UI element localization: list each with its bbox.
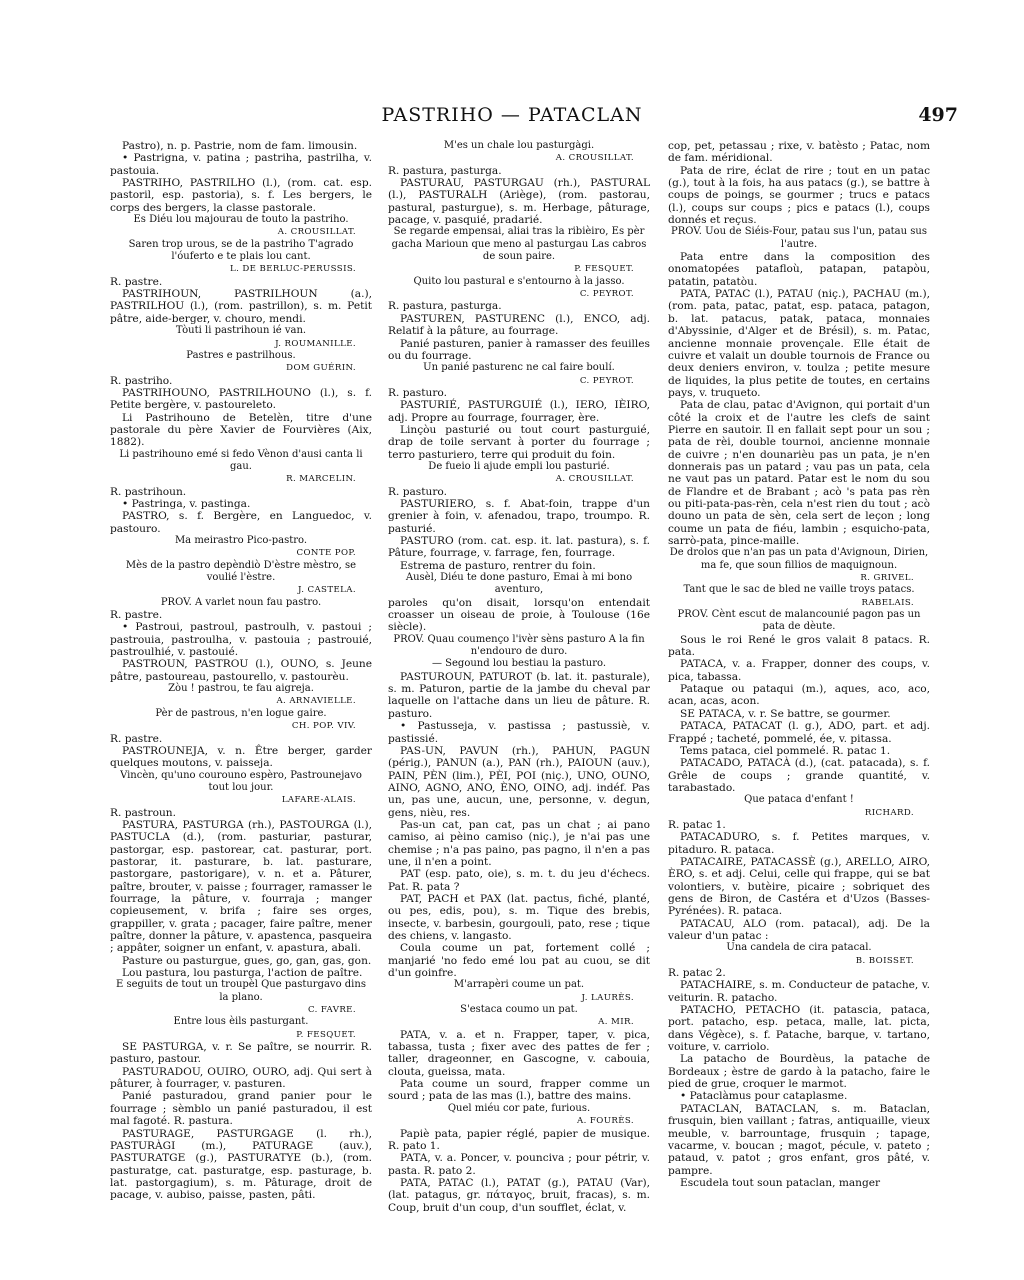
entry-paragraph: La patacho de Bourdèus, la patache de Bordeaux ; èstre de gardo à la patacho, faire le pied de grue, croquer le marmot.: [668, 1053, 930, 1091]
continuation-line: R. pastrihoun.: [110, 485, 187, 498]
quotation-line: Entre lous èils pasturgant.: [173, 1016, 309, 1028]
attribution: LAFARE-ALAIS.: [281, 795, 356, 806]
attribution: R. MARCELIN.: [286, 474, 356, 485]
quotation-line: Pastres e pastrilhous.: [186, 349, 296, 361]
quotation-line: Mès de la pastro depèndiò D'èstre mèstro, se voulié l'èstre.: [125, 559, 357, 584]
attribution: C. PEYROT.: [579, 375, 634, 386]
continuation-line: R. patac 2.: [668, 967, 726, 980]
attribution: R. GRIVEL.: [860, 573, 914, 584]
entry-paragraph: PATACADURO, s. f. Petites marques, v. pitaduro. R. pataca.: [668, 831, 930, 856]
attribution: C. PEYROT.: [579, 289, 634, 300]
entry-paragraph: Escudela tout soun pataclan, manger: [680, 1176, 881, 1189]
entry-paragraph: Sous le roi René le gros valait 8 patacs. R. pata.: [668, 633, 930, 659]
entry-paragraph: PAS-UN, PAVUN (rh.), PAHUN, PAGUN (périg.), PANUN (a.), PAN (rh.), PAIOUN (auv.), PAIN, PÈN (lim.), PÈI, POI (niç.), UNO, OUNO, AINO, AGNO, ANO, ÈNO, OINO, adj. indéf. Pas un, pas une, aucun, une, personne, v. degun, gens, nièu, res.: [388, 744, 650, 819]
column-left: [110, 140, 372, 1240]
attribution: L. DE BERLUC-PERUSSIS.: [230, 264, 356, 275]
entry-paragraph: PATACA, PATACAT (l. g.), ADO, part. et adj. Frappé ; tacheté, pommelé, ée, v. pitassa.: [668, 720, 930, 745]
column-middle: [388, 140, 650, 1240]
entry-paragraph: Pata de clau, patac d'Avignon, qui portait d'un côté la croix et de l'autre les clefs de saint Pierre en sautoir. Il en fallait sept pour un sou ; pata de rèi, double tournoi, ancienne monnaie de cuivre ; n'en dounarièu pas un pata, je n'en donnerais pas un patard ; vau pas un pata, cela ne vaut pas un patard. Patar est le nom du sou de Flandre et de Brabant ; acò 's pata pas rèn ou piti-pata-pas-rèn, cela n'est rien du tout ; acò douno un pata de sèn, cela sert de leçon ; long coume un pata de fiéu, lambin ; esquicho-pata, sarrò-pata, pince-maille.: [668, 399, 930, 547]
continuation-line: R. pastre.: [110, 275, 163, 288]
continuation-line: cop, pet, petassau ; rixe, v. batèsto ; Patac, nom de fam. méridional.: [668, 140, 930, 165]
quotation-line: M'arrapèri coume un pat.: [453, 979, 585, 991]
entry-paragraph: Papiè pata, papier réglé, papier de musique. R. pato 1.: [388, 1127, 650, 1152]
page-header: [0, 104, 1024, 132]
quotation-line: Que pataca d'enfant !: [744, 794, 854, 806]
quotation-line: S'estaca coumo un pat.: [460, 1004, 578, 1016]
attribution: RICHARD.: [864, 807, 914, 818]
entry-paragraph: PASTUROUN, PATUROT (b. lat. it. pasturale), s. m. Paturon, partie de la jambe du cheval par laquelle on l'attache dans un lieu de pâture. R. pasturo.: [388, 670, 650, 720]
entry-paragraph: • Pataclàmus pour cataplasme.: [680, 1090, 848, 1103]
entry-paragraph: PASTRIHOUN, PASTRILHOUN (a.), PASTRILHOU (l.), (rom. pastrillon), s. m. Petit pâtre, aide-berger, v. chouro, mendi.: [110, 288, 372, 325]
entry-paragraph: Panié pasturen, panier à ramasser des feuilles ou du fourrage.: [388, 337, 650, 362]
quotation-line: Saren trop urous, se de la pastriho T'agrado l'óuferto e te plais lou cant.: [128, 238, 354, 263]
entry-paragraph: PATACADO, PATACÀ (d.), (cat. patacada), s. f. Grêle de coups ; grande quantité, v. tarabastado.: [668, 757, 930, 794]
continuation-line: R. patac 1.: [668, 818, 726, 831]
quotation-line: PROV. Quau coumenço l'ivèr sèns pasturo A la fin n'endouro de duro.: [393, 633, 645, 658]
attribution: J. LAURÈS.: [581, 992, 634, 1003]
quotation-line: Pèr de pastrous, n'en logue gaire.: [155, 707, 327, 719]
attribution: P. FESQUET.: [296, 1029, 356, 1040]
entry-paragraph: Pasture ou pasturgue, gues, go, gan, gas, gon.: [122, 954, 372, 967]
continuation-line: R. pastriho.: [110, 374, 173, 387]
continuation-line: R. pastre.: [110, 732, 163, 745]
entry-paragraph: SE PASTURGA, v. r. Se paître, se nourrir. R. pasturo, pastour.: [110, 1041, 372, 1066]
continuation-line: R. pastre.: [110, 609, 163, 622]
quotation-line: Tant que le sac de bled ne vaille troys patacs.: [683, 584, 915, 596]
entry-paragraph: Pata coume un sourd, frapper comme un sourd ; pata de las mas (l.), battre des mains.: [388, 1078, 650, 1103]
entry-paragraph: Pata de rire, éclat de rire ; tout en un patac (g.), tout à la fois, ha aus patacs (g.), se battre à coups de poings, se gourmer ; trucs e patacs (l.), coups sur coups ; pics e patacs (l.), coups donnés et reçus.: [668, 164, 930, 227]
entry-paragraph: PAT (esp. pato, oie), s. m. t. du jeu d'échecs. Pat. R. pata ?: [388, 868, 650, 893]
entry-paragraph: SE PATACA, v. r. Se battre, se gourmer.: [680, 707, 891, 720]
continuation-line: paroles qu'on disait, lorsqu'on entendait croasser un oiseau de proie, à Toulouse (16e siècle).: [388, 596, 650, 634]
entry-paragraph: Pastro), n. p. Pastrie, nom de fam. limousin.: [122, 140, 358, 152]
entry-paragraph: Estrema de pasturo, rentrer du foin.: [400, 559, 596, 572]
attribution: B. BOISSET.: [855, 955, 914, 966]
attribution: A. MIR.: [598, 1017, 634, 1028]
entry-paragraph: PATA, v. a. et n. Frapper, taper, v. pica, tabassa, tusta ; fixer avec des pattes de fer ; taller, drageonner, en Gascogne, v. cabouia, clouta, gueissa, mata.: [388, 1028, 650, 1078]
entry-paragraph: PASTRIHOUNO, PASTRILHOUNO (l.), s. f. Petite bergère, v. pastoureleto.: [110, 386, 372, 412]
attribution: C. FAVRE.: [307, 1005, 356, 1016]
entry-paragraph: PATA, v. a. Poncer, v. pounciva ; pour pétrir, v. pasta. R. pato 2.: [388, 1152, 650, 1177]
quotation-line: Tòuti li pastrihoun ié van.: [175, 325, 307, 337]
quotation-line: Es Diéu lou majourau de touto la pastriho.: [133, 214, 349, 226]
entry-paragraph: Lou pastura, lou pasturga, l'action de paître.: [122, 967, 363, 980]
attribution: A. ARNAVIELLE.: [276, 696, 356, 707]
quotation-line: Ma meirastro Pico-pastro.: [174, 535, 308, 546]
page-number: 497: [918, 104, 958, 126]
quotation-line: PROV. Uou de Siéis-Four, patau sus l'un, patau sus l'autre.: [671, 226, 927, 250]
entry-paragraph: Pata entre dans la composition des onomatopées patafloù, patapan, patapòu, patatin, patatòu.: [668, 251, 930, 288]
attribution: A. CROUSILLAT.: [277, 227, 356, 238]
entry-paragraph: • Pastrigna, v. patina ; pastriha, pastrilha, v. pastouia.: [110, 152, 372, 177]
entry-paragraph: PATACLAN, BATACLAN, s. m. Bataclan, frusquin, bien vaillant ; fatras, antiquaille, vieux meuble, v. barrountage, frusquin ; tapage, vacarme, v. boucan ; magot, pécule, v. pateto ; pataud, v. patot ; gros enfant, gros pâté, v. pampre.: [668, 1102, 930, 1177]
continuation-line: R. pasturo.: [388, 386, 447, 399]
entry-paragraph: PASTRIHO, PASTRILHO (l.), (rom. cat. esp. pastoril, esp. pastoria), s. f. Les bergers, le corps des bergers, la classe pastorale.: [110, 177, 372, 214]
entry-paragraph: Li Pastrihouno de Betelèn, titre d'une pastorale du père Xavier de Fourvières (Aix, 1882).: [110, 411, 372, 449]
attribution: P. FESQUET.: [574, 264, 634, 275]
continuation-line: R. pastura, pasturga.: [388, 300, 502, 313]
attribution: A. FOURÈS.: [577, 1116, 634, 1127]
quotation-line: E seguits de tout un troupèl Que pasturgavo dins la plano.: [116, 979, 366, 1003]
entry-paragraph: PASTURO (rom. cat. esp. it. lat. pastura), s. f. Pâture, fourrage, v. farrage, fen, fourrage.: [388, 535, 650, 560]
entry-paragraph: • Pastroui, pastroul, pastroulh, v. pastoui ; pastrouia, pastroulha, v. pastouia ; pastrouié, pastroulhié, v. pastouié.: [110, 621, 372, 659]
column-right: [668, 140, 930, 1240]
entry-paragraph: Coula coume un pat, fortement collé ; manjarié 'no fedo emé lou pat au cuou, se dit d'un goinfre.: [388, 942, 650, 980]
quotation-line: M'es un chale lou pasturgàgi.: [443, 140, 595, 151]
quotation-line: PROV. Cènt escut de malancounié pagon pas un pata de dèute.: [677, 609, 921, 633]
attribution: A. CROUSILLAT.: [555, 153, 634, 164]
attribution: RABELAIS.: [861, 597, 914, 608]
quotation-line: Zòu ! pastrou, te fau aigreja.: [168, 683, 314, 695]
entry-paragraph: PATA, PATAC (l.), PATAU (niç.), PACHAU (m.), (rom. pata, patac, patat, esp. pataca, patagon, b. lat. patacus, patak, pataca, monnaies d'Abyssinie, d'Alger et de Brésil), s. m. Patac, ancienne monnaie provençale. Elle était de cuivre et valait un double tournois de France ou deux deniers environ, v. toulza ; petite mesure de liquides, la plus petite de toutes, en certains pays, v. truqueto.: [668, 288, 930, 399]
entry-paragraph: • Pastringa, v. pastinga.: [122, 497, 251, 510]
entry-paragraph: PASTURA, PASTURGA (rh.), PASTOURGA (l.), PASTUCLA (d.), (rom. pasturiar, pasturar, pastorgar, esp. pastorear, cat. pasturar, port. pastorar, it. pasturare, b. lat. pasturare, pastorgare, pastorigare), v. n. et a. Pâturer, paître, brouter, v. paisse ; fourrager, ramasser le fourrage, la pâture, v. fourraja ; manger copieusement, v. brifa ; faire ses orges, grappiller, v. grata ; pacager, faire paître, mener paître, donner la pâture, v. apastenca, pasqueira ; appâter, soigner un enfant, v. apastura, abali.: [110, 818, 372, 955]
entry-paragraph: PASTURAGE, PASTURGAGE (l. rh.), PASTURÀGI (m.), PATURAGE (auv.), PASTURATGE (g.), PASTURATYE (b.), (rom. pasturatge, cat. pasturatge, esp. pasturage, b. lat. pastorgagium), s. m. Pâturage, droit de pacage, v. aubiso, paisse, pasten, pâti.: [110, 1127, 372, 1202]
quotation-line: Se regarde empensai, aliai tras la ribièiro, Es pèr gacha Marioun que meno al pasturgau Las cabros de soun paire.: [391, 226, 647, 263]
entry-paragraph: PATACAIRE, PATACASSÈ (g.), ARELLO, AIRO, ÈRO, s. et adj. Celui, celle qui frappe, qui se bat volontiers, v. butèire, picaire ; sobriquet des gens de Biron, de Castéra et d'Uzos (Basses-Pyrénées). R. pataca.: [668, 855, 930, 918]
attribution: J. CASTELA.: [298, 585, 356, 596]
entry-paragraph: Pas-un cat, pan cat, pas un chat ; ai pano camiso, ai pèino camiso (niç.), je n'ai pas une chemise ; n'a pas paino, pas pagno, il n'en a pas une, il n'en a point.: [388, 818, 650, 868]
entry-paragraph: PASTRO, s. f. Bergère, en Languedoc, v. pastouro.: [110, 510, 372, 535]
quotation-line: Un panié pasturenc ne cal faire boulí.: [423, 362, 615, 374]
quotation-line: — Segound lou bestiau la pasturo.: [431, 658, 606, 670]
entry-paragraph: Linçòu pasturié ou tout court pasturguié, drap de toile servant à porter du fourrage ; terro pasturiero, terre qui produit du foin.: [388, 423, 650, 461]
entry-paragraph: PASTURIÉ, PASTURGUIÉ (l.), IERO, IÈIRO, adj. Propre au fourrage, fourrager, ère.: [388, 399, 650, 424]
entry-paragraph: Tems pataca, ciel pommelé. R. patac 1.: [680, 744, 891, 757]
quotation-line: Quel miéu cor pate, furious.: [447, 1102, 591, 1114]
continuation-line: R. pasturo.: [388, 485, 447, 498]
entry-paragraph: PASTURADOU, OUIRO, OURO, adj. Qui sert à pâturer, à fourrager, v. pasturen.: [110, 1065, 372, 1091]
quotation-line: Vincèn, qu'uno courouno espèro, Pastrounejavo tout lou jour.: [120, 769, 362, 793]
entry-paragraph: Panié pasturadou, grand panier pour le fourrage ; sèmblo un panié pasturadou, il est mal fagoté. R. pastura.: [110, 1090, 372, 1128]
continuation-line: R. pastroun.: [110, 806, 176, 819]
entry-paragraph: PATA, PATAC (l.), PATAT (g.), PATAU (Var), (lat. patagus, gr. πάταγος, bruit, fracas), s. m. Coup, bruit d'un coup, d'un soufflet, éclat, v.: [388, 1176, 650, 1214]
entry-paragraph: PATACHO, PETACHO (it. patascia, pataca, port. patacho, esp. petaca, malle, lat. picta, dans Végèce), s. f. Patache, barque, v. tartano, voiture, v. carriolo.: [668, 1004, 930, 1054]
attribution: DOM GUÉRIN.: [286, 363, 356, 374]
entry-paragraph: PASTUREN, PASTURENC (l.), ENCO, adj. Relatif à la pâture, au fourrage.: [388, 312, 650, 338]
entry-paragraph: PATACAU, ALO (rom. patacal), adj. De la valeur d'un patac :: [668, 917, 930, 942]
entry-paragraph: PASTURIERO, s. f. Abat-foin, trappe d'un grenier à foin, v. afenadou, trapo, troumpo. R. pasturié.: [388, 497, 650, 535]
quotation-line: De drolos que n'an pas un pata d'Avignoun, Dirien, ma fe, que soun fillios de maquignoun.: [669, 547, 929, 571]
quotation-line: PROV. A varlet noun fau pastro.: [160, 596, 322, 608]
quotation-line: Ausèl, Diéu te done pasturo, Emai à mi bono aventuro,: [405, 572, 633, 596]
attribution: J. ROUMANILLE.: [275, 338, 356, 349]
continuation-line: R. pastura, pasturga.: [388, 164, 502, 177]
quotation-line: Una candela de cira patacal.: [726, 942, 872, 954]
entry-paragraph: PATACA, v. a. Frapper, donner des coups, v. pica, tabassa.: [668, 658, 930, 683]
attribution: CONTE POP.: [296, 548, 356, 559]
entry-paragraph: PASTROUNEJA, v. n. Être berger, garder quelques moutons, v. paisseja.: [110, 744, 372, 770]
attribution: A. CROUSILLAT.: [555, 474, 634, 485]
quotation-line: De fueio li ajude empli lou pasturié.: [428, 460, 610, 472]
quotation-line: Li pastrihouno emé si fedo Vènon d'ausi canta li gau.: [119, 448, 363, 472]
attribution: CH. POP. VIV.: [291, 721, 356, 732]
entry-paragraph: Pataque ou pataqui (m.), aques, aco, aco, acan, acas, acon.: [668, 683, 930, 708]
entry-paragraph: PASTROUN, PASTROU (l.), OUNO, s. Jeune pâtre, pastoureau, pastourello, v. pastourèu.: [110, 658, 372, 683]
running-head: PASTRIHO — PATACLAN: [381, 104, 643, 126]
entry-paragraph: PATACHAIRE, s. m. Conducteur de patache, v. veiturin. R. patacho.: [668, 979, 930, 1004]
quotation-line: Quito lou pastural e s'entourno à la jasso.: [413, 275, 625, 287]
entry-paragraph: PASTURAU, PASTURGAU (rh.), PASTURAL (l.), PASTURALH (Ariège), (rom. pastorau, pastural, pasturgue), s. m. Herbage, pâturage, pacage, v. pasquié, pradarié.: [388, 177, 650, 227]
entry-paragraph: • Pastusseja, v. pastissa ; pastussiè, v. pastissié.: [388, 720, 650, 745]
entry-paragraph: PAT, PACH et PAX (lat. pactus, fiché, planté, ou pes, edis, pou), s. m. Tique des brebis, insecte, v. barbesin, gourgouli, pato, rese ; tique des chiens, v. langasto.: [388, 892, 650, 942]
